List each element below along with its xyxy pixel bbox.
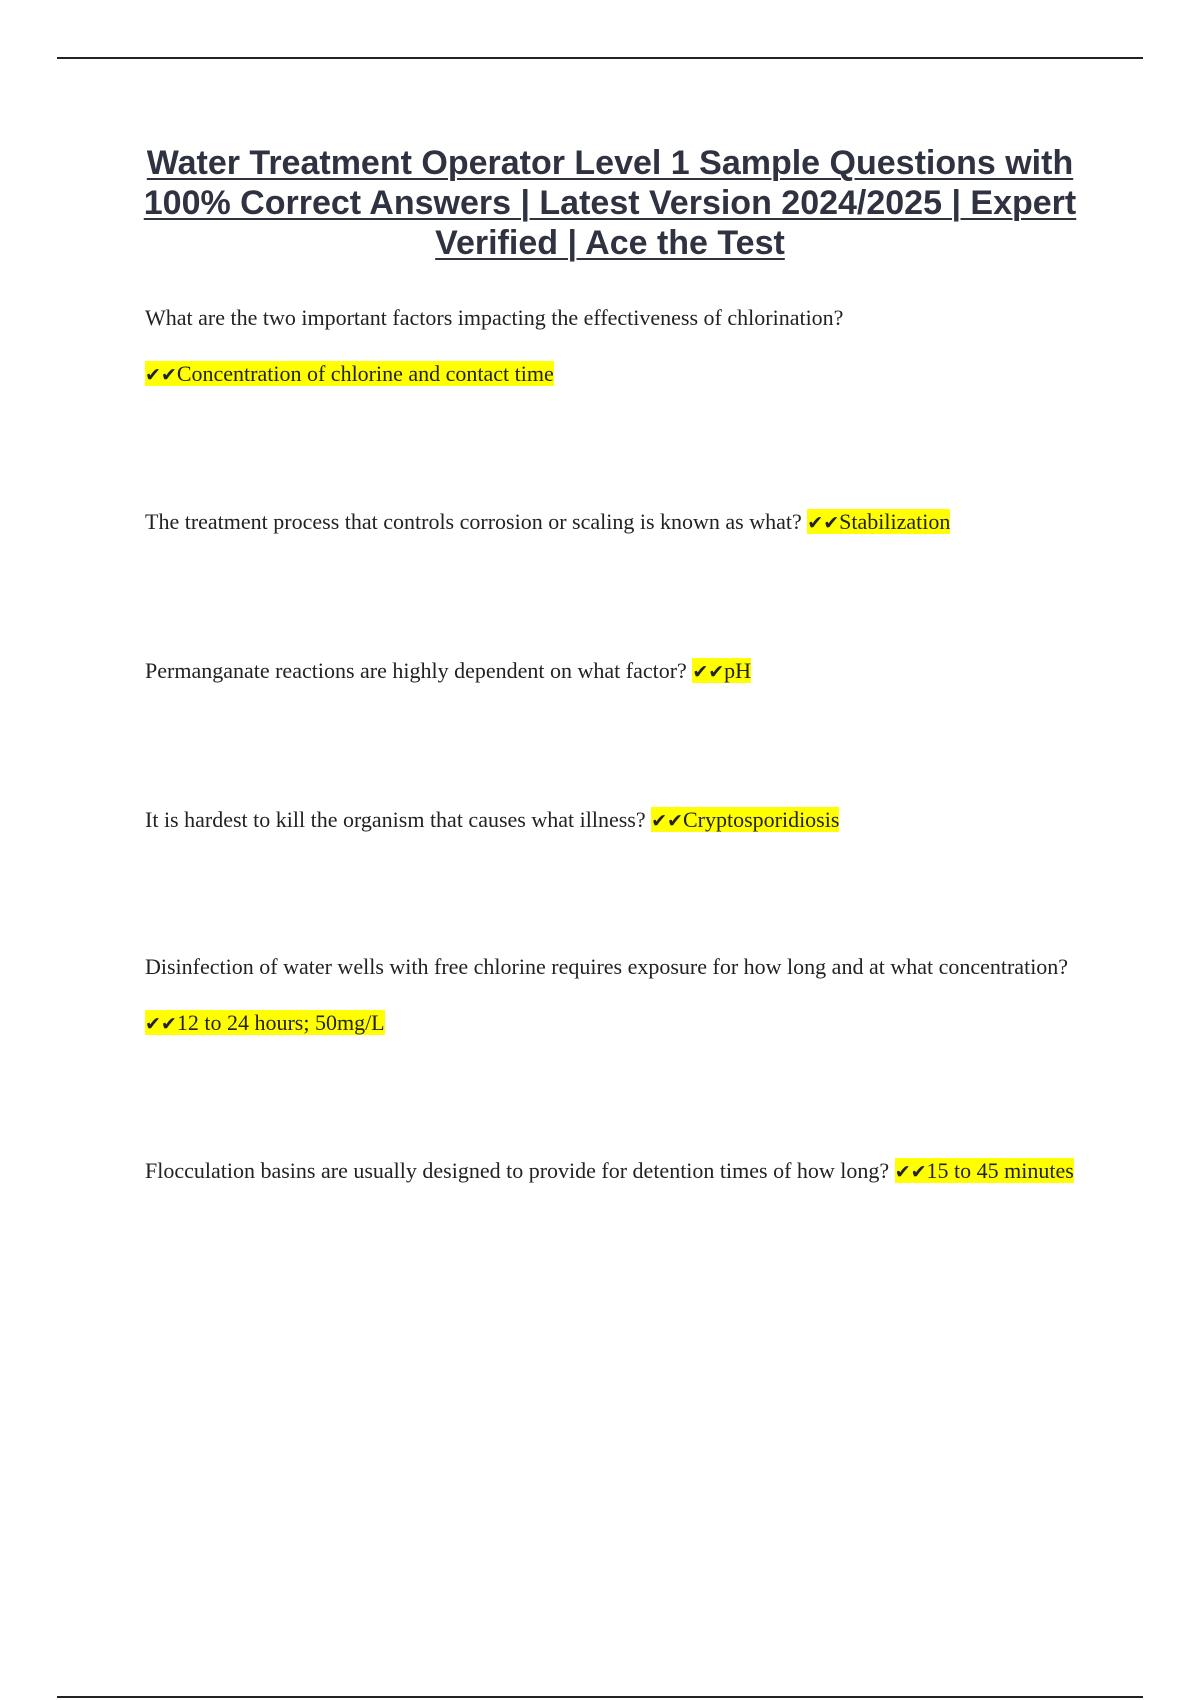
document-title: Water Treatment Operator Level 1 Sample Questions with 100% Correct Answers | Latest Version 2024/2025 | Expert Verified | Ace the Test (143, 144, 1077, 262)
question-3-text: Permanganate reactions are highly dependent on what factor? (145, 658, 687, 683)
check-marks-icon: ✔✔ (145, 364, 177, 386)
answer-5 (145, 1010, 385, 1035)
question-3 (145, 643, 1075, 700)
check-marks-icon: ✔✔ (692, 661, 725, 683)
answer-5-text: 12 to 24 hours; 50mg/L (176, 1010, 385, 1035)
answer-4-text: Cryptosporidiosis (682, 807, 840, 832)
answer-6 (895, 1158, 1074, 1183)
answer-4 (651, 807, 839, 832)
check-marks-icon: ✔✔ (807, 512, 840, 534)
answer-3-text: pH (724, 658, 752, 683)
check-marks-icon: ✔✔ (145, 1013, 177, 1035)
answer-1-text: Concentration of chlorine and contact time (176, 361, 554, 386)
question-5 (145, 939, 1075, 1052)
bottom-rule (57, 1696, 1143, 1698)
answer-3 (692, 658, 751, 683)
question-6 (145, 1143, 1075, 1200)
question-1 (145, 290, 1075, 403)
top-rule (57, 57, 1143, 59)
question-1-text: What are the two important factors impacting the effectiveness of chlorination? (145, 305, 844, 330)
check-marks-icon: ✔✔ (651, 810, 683, 832)
answer-2 (807, 509, 950, 534)
answer-6-text: 15 to 45 minutes (926, 1158, 1074, 1183)
question-2 (145, 494, 1075, 551)
question-2-text: The treatment process that controls corrosion or scaling is known as what? (145, 509, 802, 534)
answer-1 (145, 361, 554, 386)
question-4 (145, 792, 1075, 849)
question-5-text: Disinfection of water wells with free chlorine requires exposure for how long and at what concentration? (145, 954, 1069, 979)
answer-2-text: Stabilization (839, 509, 951, 534)
question-4-text: It is hardest to kill the organism that causes what illness? (145, 807, 646, 832)
question-6-text: Flocculation basins are usually designed to provide for detention times of how long? (145, 1158, 890, 1183)
check-marks-icon: ✔✔ (894, 1161, 927, 1183)
